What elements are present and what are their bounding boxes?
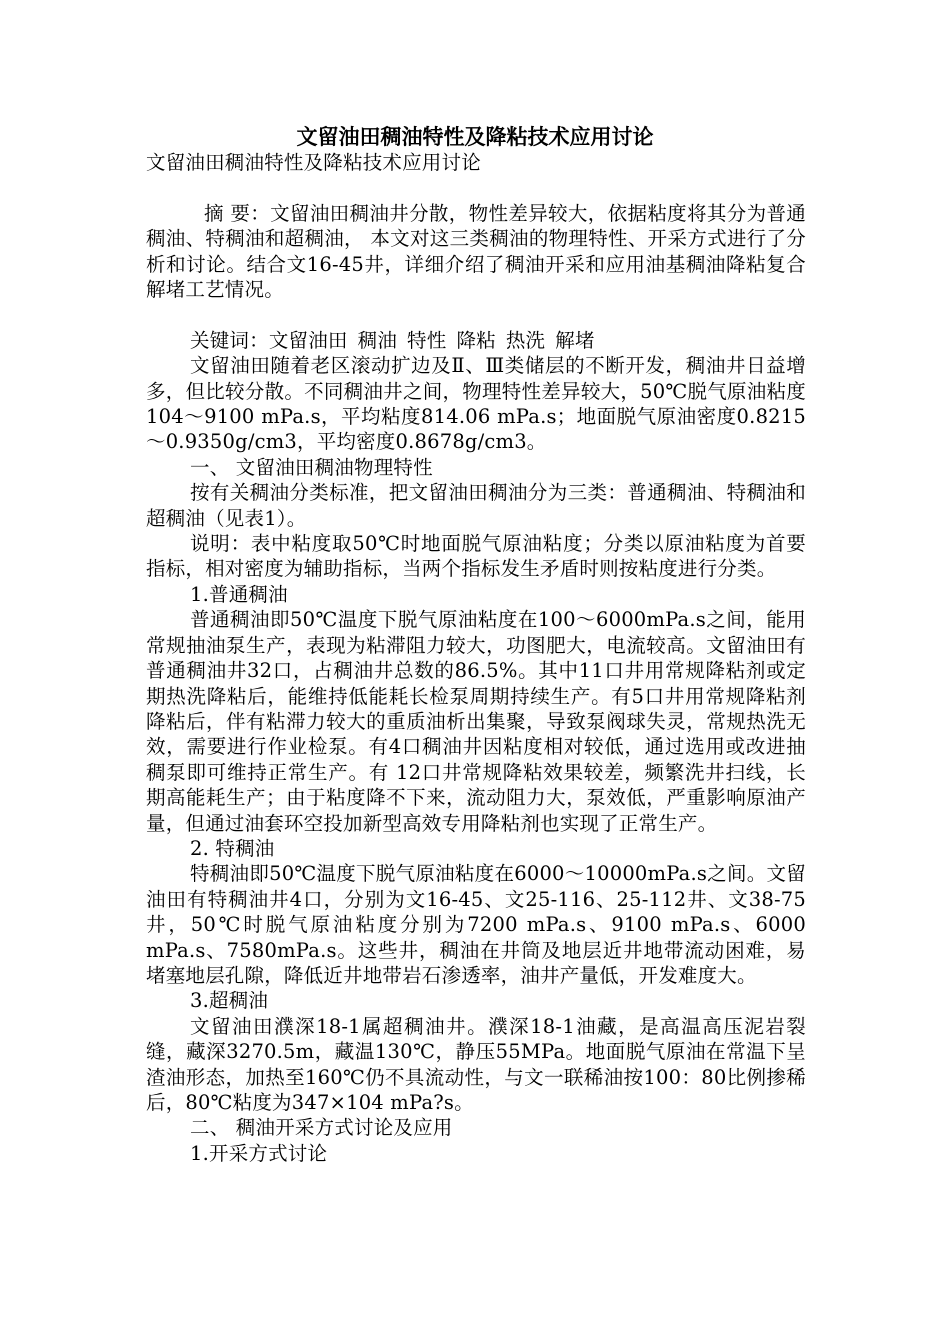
note-paragraph: 说明：表中粘度取50℃时地面脱气原油粘度；分类以原油粘度为首要指标，相对密度为辅助指标，当两个指标发生矛盾时则按粘度进行分类。 — [146, 532, 806, 581]
body-paragraph: 特稠油即50℃温度下脱气原油粘度在6000～10000mPa.s之间。文留油田有特稠油井4口，分别为文16-45、文25-116、25-112井、文38-75井，50℃时脱气原油粘度分别为7200 mPa.s、9100 mPa.s、6000 mPa.s、7580mPa.s。这些井，稠油在井筒及地层近井地带流动困难，易堵塞地层孔隙，降低近井地带岩石渗透率，油井产量低，开发难度大。 — [146, 862, 806, 987]
spacer — [146, 175, 806, 200]
document-title: 文留油田稠油特性及降粘技术应用讨论 — [296, 124, 654, 149]
body-paragraph: 按有关稠油分类标准，把文留油田稠油分为三类：普通稠油、特稠油和超稠油（见表1）。 — [146, 481, 806, 530]
subsection-heading: 1.普通稠油 — [190, 582, 288, 606]
spacer — [146, 302, 806, 327]
keyword: 解堵 — [555, 328, 595, 352]
keywords-label: 关键词： — [190, 328, 269, 352]
abstract-paragraph: 摘 要：文留油田稠油井分散，物性差异较大，依据粘度将其分为普通稠油、特稠油和超稠油， 本文对这三类稠油的物理特性、开采方式进行了分析和讨论。结合文16-45井，详细介绍了稠油开采和应用油基稠油降粘复合解堵工艺情况。 — [146, 201, 806, 302]
body-paragraph: 文留油田濮深18-1属超稠油井。濮深18-1油藏，是高温高压泥岩裂缝，藏深3270.5m，藏温130℃，静压55MPa。地面脱气原油在常温下呈渣油形态，加热至160℃仍不具流动性，与文一联稀油按100：80比例掺稀后，80℃粘度为347×104 mPa?s。 — [146, 1014, 806, 1114]
keyword: 热洗 — [505, 328, 546, 352]
intro-paragraph: 文留油田随着老区滚动扩边及Ⅱ、Ⅲ类储层的不断开发，稠油井日益增多，但比较分散。不同稠油井之间，物理特性差异较大，50℃脱气原油粘度104～9100 mPa.s，平均粘度814.06 mPa.s；地面脱气原油密度0.8215～0.9350g/cm3，平均密度0.8678g/cm3。 — [146, 354, 806, 454]
document-subtitle: 文留油田稠油特性及降粘技术应用讨论 — [146, 151, 481, 174]
subsection-heading: 3.超稠油 — [190, 989, 269, 1013]
keyword: 特性 — [407, 328, 447, 352]
keywords-line — [146, 328, 806, 353]
keyword: 文留油田 — [268, 328, 348, 352]
subsection-heading: 1.开采方式讨论 — [190, 1141, 328, 1165]
subsection-heading: 2. 特稠油 — [190, 836, 275, 860]
keyword: 稠油 — [357, 328, 398, 352]
section-heading: 二、 稠油开采方式讨论及应用 — [190, 1116, 453, 1140]
section-heading: 一、 文留油田稠油物理特性 — [190, 455, 433, 479]
body-paragraph: 普通稠油即50℃温度下脱气原油粘度在100～6000mPa.s之间，能用常规抽油泵生产，表现为粘滞阻力较大，功图肥大，电流较高。文留油田有普通稠油井32口，占稠油井总数的86.5%。其中11口井用常规降粘剂或定期热洗降粘后，能维持低能耗长检泵周期持续生产。有5口井用常规降粘剂降粘后，伴有粘滞力较大的重质油析出集聚，导致泵阀球失灵，常规热洗无效，需要进行作业检泵。有4口稠油井因粘度相对较低，通过选用或改进抽稠泵即可维持正常生产。有 12口井常规降粘效果较差，频繁洗井扫线，长期高能耗生产；由于粘度降不下来，流动阻力大，泵效低，严重影响原油产量，但通过油套环空投加新型高效专用降粘剂也实现了正常生产。 — [146, 608, 806, 835]
keyword: 降粘 — [456, 328, 496, 352]
document-body — [146, 150, 806, 1166]
